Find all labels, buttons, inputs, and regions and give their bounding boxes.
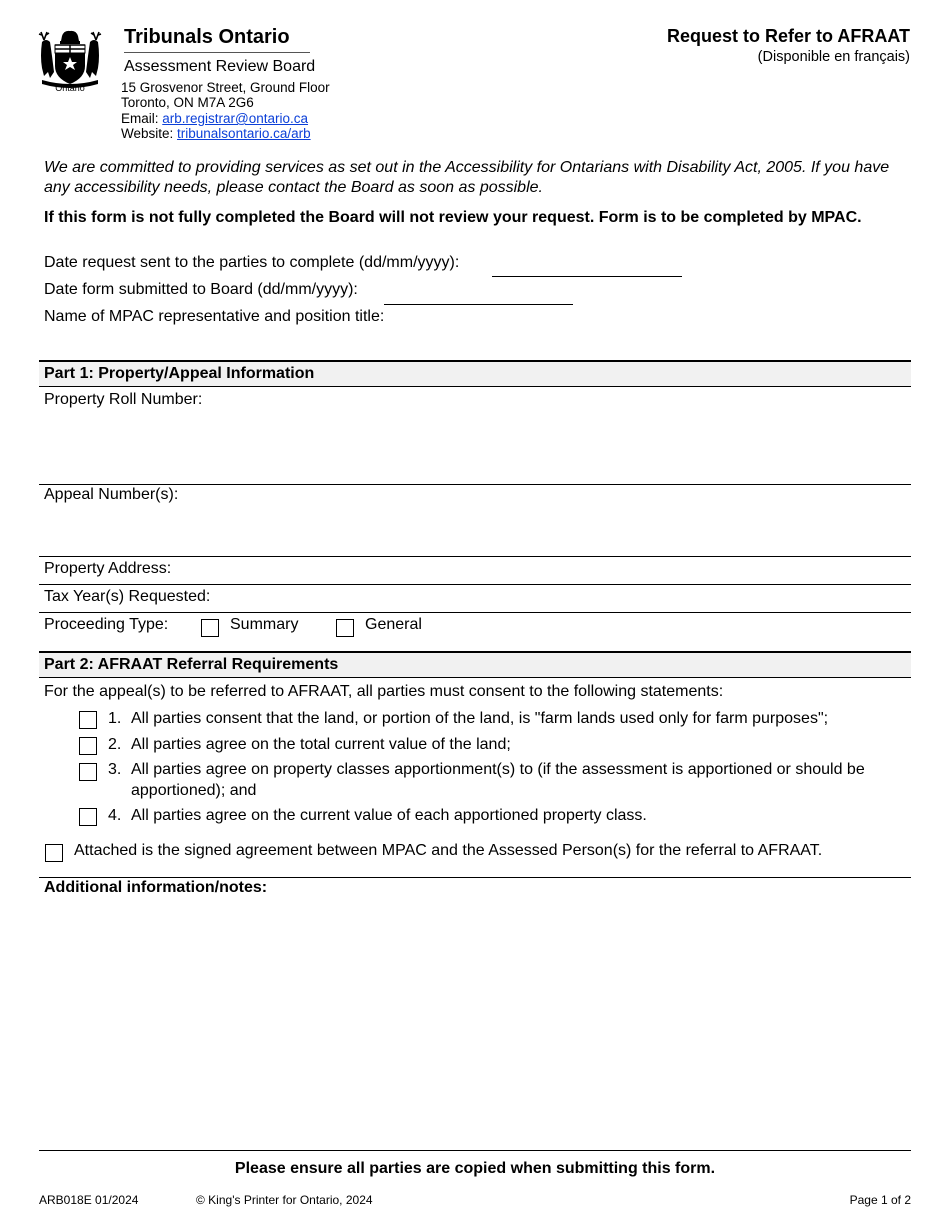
additional-notes-field[interactable] bbox=[44, 902, 910, 1142]
divider bbox=[39, 612, 911, 613]
additional-notes-label: Additional information/notes: bbox=[44, 879, 268, 896]
org-name-divider bbox=[124, 52, 310, 53]
appeal-numbers-field[interactable] bbox=[44, 507, 910, 554]
mpac-representative-label: Name of MPAC representative and position title: bbox=[44, 308, 385, 325]
date-submitted-field[interactable] bbox=[384, 304, 573, 305]
email-link[interactable]: arb.registrar@ontario.ca bbox=[162, 111, 309, 126]
property-address-label: Property Address: bbox=[44, 560, 172, 577]
divider bbox=[39, 584, 911, 585]
logo-caption: Ontario bbox=[55, 83, 85, 93]
summary-option-label: Summary bbox=[230, 616, 299, 633]
statement-2-checkbox[interactable] bbox=[79, 737, 97, 755]
page-number: Page 1 of 2 bbox=[849, 1193, 911, 1207]
appeal-numbers-label: Appeal Number(s): bbox=[44, 486, 179, 503]
general-checkbox[interactable] bbox=[336, 619, 354, 637]
statement-1-text: All parties consent that the land, or portion of the land, is "farm lands used only for farm purposes"; bbox=[131, 710, 829, 727]
signed-agreement-checkbox[interactable] bbox=[45, 844, 63, 862]
email-label: Email: bbox=[121, 111, 163, 126]
french-availability-note: (Disponible en français) bbox=[757, 49, 910, 65]
statement-2-text: All parties agree on the total current value of the land; bbox=[131, 736, 511, 753]
divider bbox=[39, 877, 911, 878]
general-option-label: General bbox=[365, 616, 422, 633]
statement-3-number: 3. bbox=[108, 761, 122, 778]
tax-years-field[interactable] bbox=[230, 586, 910, 610]
form-title: Request to Refer to AFRAAT bbox=[667, 26, 910, 46]
divider bbox=[39, 484, 911, 485]
roll-number-label: Property Roll Number: bbox=[44, 391, 203, 408]
footer-divider bbox=[39, 1150, 911, 1151]
statement-1-checkbox[interactable] bbox=[79, 711, 97, 729]
website-line bbox=[121, 126, 311, 141]
statement-3-checkbox[interactable] bbox=[79, 763, 97, 781]
copyright: © King's Printer for Ontario, 2024 bbox=[196, 1193, 373, 1207]
divider bbox=[39, 556, 911, 557]
accessibility-statement: We are committed to providing services as set out in the Accessibility for Ontarians with Disability Act, 2005. If you have any accessibility needs, please contact the Board as soon as possible. bbox=[44, 159, 890, 196]
part1-heading: Part 1: Property/Appeal Information bbox=[39, 360, 911, 387]
signed-agreement-text: Attached is the signed agreement between MPAC and the Assessed Person(s) for the referral to AFRAAT. bbox=[74, 842, 823, 859]
mpac-representative-field[interactable] bbox=[420, 308, 910, 348]
statement-4-text: All parties agree on the current value of each apportioned property class. bbox=[131, 807, 647, 824]
completion-warning: If this form is not fully completed the Board will not review your request. Form is to be completed by MPAC. bbox=[44, 209, 862, 226]
property-address-field[interactable] bbox=[185, 558, 910, 582]
website-label: Website: bbox=[121, 126, 178, 141]
proceeding-type-label: Proceeding Type: bbox=[44, 616, 169, 633]
address-line-1: 15 Grosvenor Street, Ground Floor bbox=[121, 80, 330, 95]
email-line bbox=[121, 111, 308, 126]
date-submitted-label: Date form submitted to Board (dd/mm/yyyy): bbox=[44, 281, 358, 298]
statement-4-checkbox[interactable] bbox=[79, 808, 97, 826]
board-name: Assessment Review Board bbox=[124, 58, 316, 75]
tax-years-label: Tax Year(s) Requested: bbox=[44, 588, 211, 605]
statement-1-number: 1. bbox=[108, 710, 122, 727]
statement-3-text: All parties agree on property classes apportionment(s) to (if the assessment is apportioned or should be apportioned); and bbox=[131, 761, 865, 799]
statement-2-number: 2. bbox=[108, 736, 122, 753]
date-sent-label: Date request sent to the parties to complete (dd/mm/yyyy): bbox=[44, 254, 460, 271]
part2-intro: For the appeal(s) to be referred to AFRAAT, all parties must consent to the following statements: bbox=[44, 683, 724, 700]
summary-checkbox[interactable] bbox=[201, 619, 219, 637]
form-code: ARB018E 01/2024 bbox=[39, 1193, 139, 1207]
statement-4-number: 4. bbox=[108, 807, 122, 824]
roll-number-field[interactable] bbox=[44, 412, 910, 482]
part2-heading: Part 2: AFRAAT Referral Requirements bbox=[39, 651, 911, 678]
date-sent-field[interactable] bbox=[492, 276, 682, 277]
org-name: Tribunals Ontario bbox=[124, 26, 290, 48]
website-link[interactable]: tribunalsontario.ca/arb bbox=[177, 126, 311, 141]
copy-parties-note: Please ensure all parties are copied when submitting this form. bbox=[234, 1160, 716, 1177]
address-line-2: Toronto, ON M7A 2G6 bbox=[121, 95, 254, 110]
